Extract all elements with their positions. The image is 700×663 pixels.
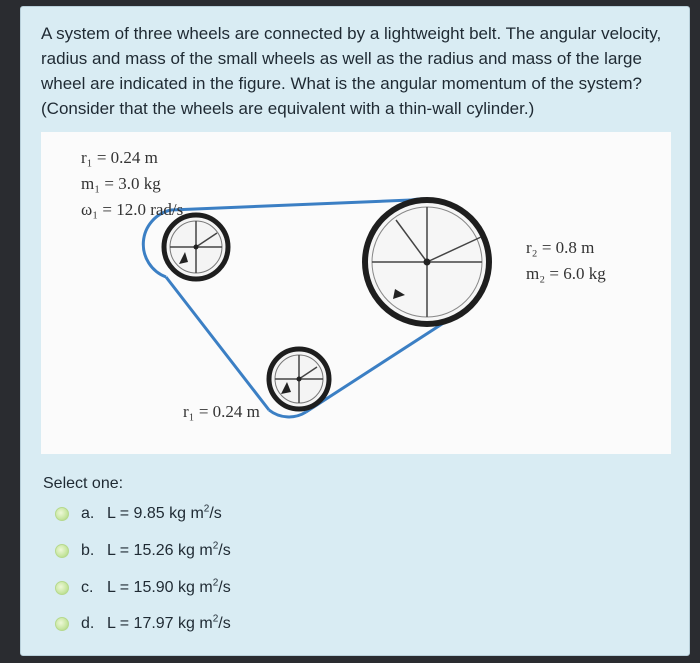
option-letter: d. [81,615,95,632]
option-letter: b. [81,542,95,559]
radio-button[interactable] [55,544,69,558]
option-text: L = 15.90 kg $m^2/s$ [107,577,231,596]
answer-option-d[interactable] [55,611,231,637]
question-card [20,6,690,656]
answer-option-a[interactable] [55,501,222,527]
large-wheel [365,200,489,324]
m2-label: m₂ = 6.0 kg [526,264,606,283]
r1-bottom-label: r₁ = 0.24 m [183,402,260,421]
r2-label: r₂ = 0.8 m [526,238,595,257]
option-text: L = 15.26 kg $m^2/s$ [107,540,231,559]
option-text: L = 9.85 kg $m^2/s$ [107,503,222,522]
select-one-label: Select one: [43,475,124,492]
m1-label: m₁ = 3.0 kg [81,174,161,193]
wheel-system-figure [41,132,671,454]
radio-button[interactable] [55,617,69,631]
answer-option-b[interactable] [55,538,231,564]
question-text: A system of three wheels are connected by a lightweight belt. The angular velocity, radius and mass of the small wheels as well as the radius and mass of the large wheel are indicated in the figure. What is the angular momentum of the system? (Consider that the wheels are equivalent with a thin-wall cylinder.) [41,24,662,118]
radio-button[interactable] [55,581,69,595]
w1-label: ω₁ = 12.0 rad/s [81,200,184,219]
option-letter: a. [81,505,95,522]
radio-button[interactable] [55,507,69,521]
r1-label: r₁ = 0.24 m [81,148,158,167]
option-text: L = 17.97 kg $m^2/s$ [107,613,231,632]
small-wheel-left [164,215,228,279]
option-letter: c. [81,579,94,596]
answer-option-c[interactable] [55,575,231,601]
small-wheel-bottom [269,349,329,409]
